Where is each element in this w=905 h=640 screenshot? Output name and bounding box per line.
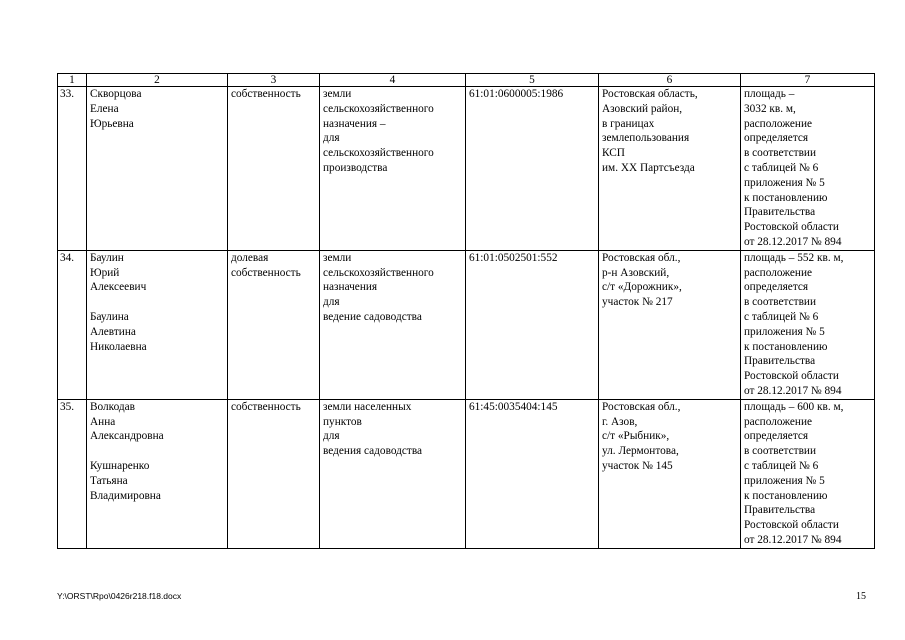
cadastral-number-cell: 61:45:0035404:145 [466, 399, 599, 548]
address-cell: Ростовская обл., р-н Азовский, с/т «Дорожник», участок № 217 [599, 250, 741, 399]
owner-name-cell: Скворцова Елена Юрьевна [87, 87, 228, 251]
address-cell: Ростовская обл., г. Азов, с/т «Рыбник», ул. Лермонтова, участок № 145 [599, 399, 741, 548]
header-cell-number: 1 [58, 74, 87, 87]
owner-name-cell: Баулин Юрий Алексеевич Баулина Алевтина Николаевна [87, 250, 228, 399]
row-number-cell: 34. [58, 250, 87, 399]
area-cell: площадь – 600 кв. м, расположение определяется в соответствии с таблицей № 6 приложения № 5 к постановлению Правительства Ростовской области от 28.12.2017 № 894 [741, 399, 875, 548]
header-cell-right: 3 [228, 74, 320, 87]
header-cell-area: 7 [741, 74, 875, 87]
area-cell: площадь – 3032 кв. м, расположение определяется в соответствии с таблицей № 6 приложения № 5 к постановлению Правительства Ростовской области от 28.12.2017 № 894 [741, 87, 875, 251]
owner-name-cell: Волкодав Анна Александровна Кушнаренко Татьяна Владимировна [87, 399, 228, 548]
area-cell: площадь – 552 кв. м, расположение определяется в соответствии с таблицей № 6 приложения № 5 к постановлению Правительства Ростовской области от 28.12.2017 № 894 [741, 250, 875, 399]
footer-file-path: Y:\ORST\Rpo\0426r218.f18.docx [57, 591, 182, 601]
ownership-right-cell: долевая собственность [228, 250, 320, 399]
address-cell: Ростовская область, Азовский район, в границах землепользования КСП им. XX Партсъезда [599, 87, 741, 251]
table-header-row [58, 74, 875, 87]
page-number: 15 [856, 591, 866, 602]
cadastral-number-cell: 61:01:0502501:552 [466, 250, 599, 399]
ownership-right-cell: собственность [228, 399, 320, 548]
table-row [58, 87, 875, 251]
header-cell-cadastral: 5 [466, 74, 599, 87]
ownership-right-cell: собственность [228, 87, 320, 251]
table-row [58, 250, 875, 399]
header-cell-name: 2 [87, 74, 228, 87]
header-cell-land-category: 4 [320, 74, 466, 87]
cadastral-number-cell: 61:01:0600005:1986 [466, 87, 599, 251]
row-number-cell: 35. [58, 399, 87, 548]
land-category-cell: земли сельскохозяйственного назначения – для сельскохозяйственного производства [320, 87, 466, 251]
land-category-cell: земли населенных пунктов для ведения садоводства [320, 399, 466, 548]
land-category-cell: земли сельскохозяйственного назначения для ведение садоводства [320, 250, 466, 399]
header-cell-address: 6 [599, 74, 741, 87]
table-row [58, 399, 875, 548]
land-registry-table [57, 73, 875, 549]
row-number-cell: 33. [58, 87, 87, 251]
